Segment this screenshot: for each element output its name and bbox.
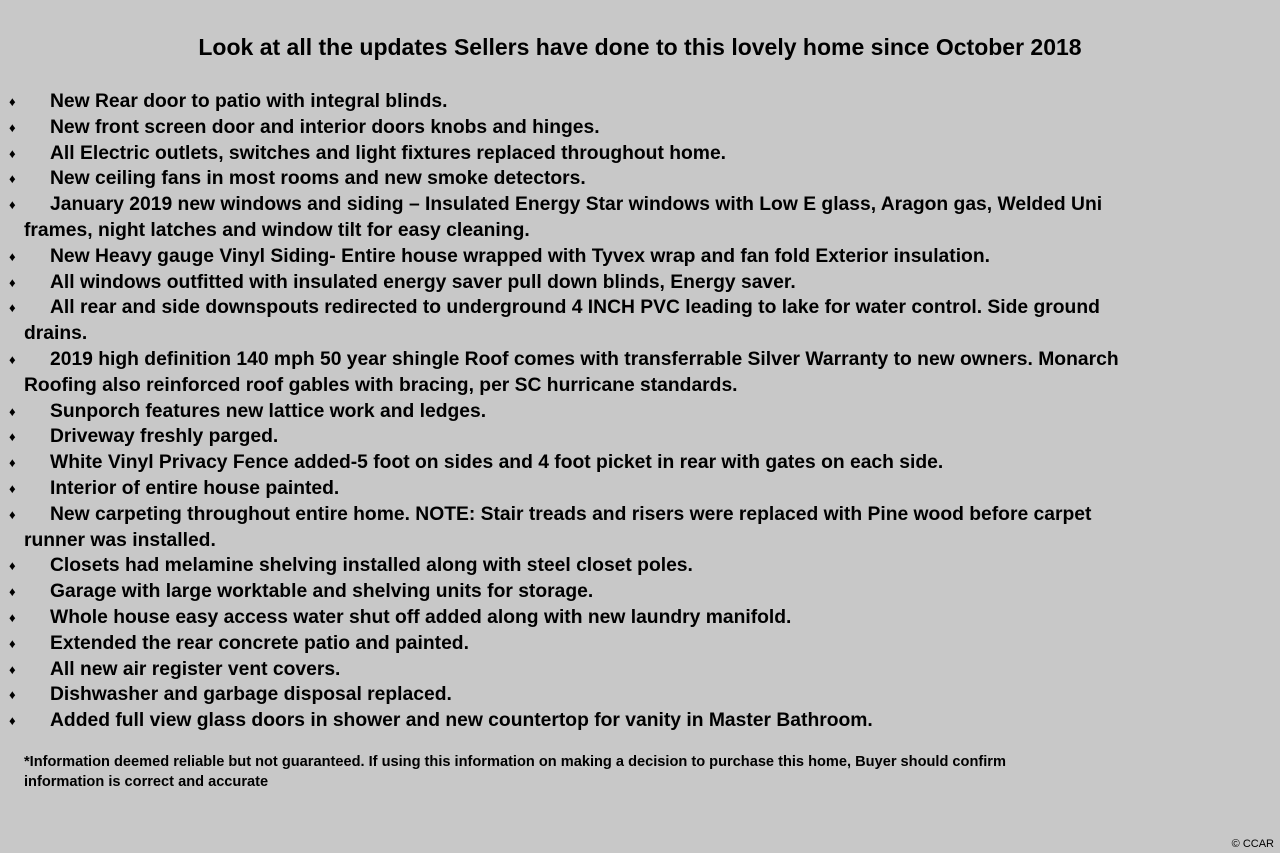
list-item-text: Driveway freshly parged. xyxy=(50,426,279,448)
list-item xyxy=(0,89,1275,115)
list-item xyxy=(0,450,1275,476)
diamond-bullet-icon: ♦ xyxy=(9,274,16,290)
list-item-text: New front screen door and interior doors knobs and hinges. xyxy=(50,116,600,138)
list-item-text: runner was installed. xyxy=(24,529,216,551)
list-item-text: All windows outfitted with insulated energy saver pull down blinds, Energy saver. xyxy=(50,271,796,293)
list-item-text: 2019 high definition 140 mph 50 year shingle Roof comes with transferrable Silver Warranty to new owners. Monarch xyxy=(50,348,1119,370)
diamond-bullet-icon: ♦ xyxy=(9,171,16,187)
list-item xyxy=(0,631,1275,657)
disclaimer-line: information is correct and accurate xyxy=(24,774,269,790)
list-item xyxy=(0,553,1275,579)
list-item xyxy=(0,682,1275,708)
diamond-bullet-icon: ♦ xyxy=(9,661,16,677)
list-item xyxy=(0,502,1275,554)
list-item-text: New ceiling fans in most rooms and new smoke detectors. xyxy=(50,168,586,190)
diamond-bullet-icon: ♦ xyxy=(9,145,16,161)
diamond-bullet-icon: ♦ xyxy=(9,609,16,625)
list-item-text: January 2019 new windows and siding – Insulated Energy Star windows with Low E glass, Aragon gas, Welded Uni xyxy=(50,194,1103,216)
diamond-bullet-icon: ♦ xyxy=(9,94,16,109)
diamond-bullet-icon: ♦ xyxy=(9,506,16,522)
list-item xyxy=(0,270,1275,296)
list-item xyxy=(0,166,1275,192)
list-item-text: All rear and side downspouts redirected to underground 4 INCH PVC leading to lake for water control. Side ground xyxy=(50,297,1100,319)
list-item xyxy=(0,115,1275,141)
list-item-text: White Vinyl Privacy Fence added-5 foot on sides and 4 foot picket in rear with gates on each side. xyxy=(50,452,944,474)
page-title: Look at all the updates Sellers have done to this lovely home since October 2018 xyxy=(198,34,1082,60)
list-item-text: Extended the rear concrete patio and painted. xyxy=(50,632,469,654)
diamond-bullet-icon: ♦ xyxy=(9,558,16,574)
diamond-bullet-icon: ♦ xyxy=(9,635,16,651)
diamond-bullet-icon: ♦ xyxy=(9,248,16,264)
diamond-bullet-icon: ♦ xyxy=(9,300,16,316)
list-item-text: drains. xyxy=(24,323,88,345)
diamond-bullet-icon: ♦ xyxy=(9,197,16,213)
list-item-text: Dishwasher and garbage disposal replaced. xyxy=(50,684,452,706)
diamond-bullet-icon: ♦ xyxy=(9,584,16,600)
list-item-text: Garage with large worktable and shelving units for storage. xyxy=(50,581,594,603)
diamond-bullet-icon: ♦ xyxy=(9,455,16,471)
list-item xyxy=(0,657,1275,683)
disclaimer xyxy=(24,752,1264,792)
list-item xyxy=(0,605,1275,631)
list-item-text: Interior of entire house painted. xyxy=(50,477,340,499)
diamond-bullet-icon: ♦ xyxy=(9,351,16,367)
list-item xyxy=(0,244,1275,270)
list-item-text: Closets had melamine shelving installed along with steel closet poles. xyxy=(50,555,693,577)
list-item xyxy=(0,399,1275,425)
copyright-notice: © CCAR xyxy=(1231,838,1274,850)
list-item xyxy=(0,295,1275,347)
disclaimer-line: *Information deemed reliable but not guaranteed. If using this information on making a decision to purchase this home, Buyer should confirm xyxy=(24,754,1006,770)
list-item xyxy=(0,192,1275,244)
list-item xyxy=(0,708,1275,734)
diamond-bullet-icon: ♦ xyxy=(9,119,16,135)
list-item xyxy=(0,347,1275,399)
list-item-text: frames, night latches and window tilt for easy cleaning. xyxy=(24,219,530,241)
list-item-text: New Rear door to patio with integral blinds. xyxy=(50,91,448,112)
list-item-text: All Electric outlets, switches and light fixtures replaced throughout home. xyxy=(50,142,727,164)
diamond-bullet-icon: ♦ xyxy=(9,480,16,496)
diamond-bullet-icon: ♦ xyxy=(9,429,16,445)
diamond-bullet-icon: ♦ xyxy=(9,687,16,703)
list-item-text: All new air register vent covers. xyxy=(50,658,341,680)
list-item xyxy=(0,476,1275,502)
list-item-text: Added full view glass doors in shower and new countertop for vanity in Master Bathroom. xyxy=(50,710,873,732)
list-item-text: New carpeting throughout entire home. NOTE: Stair treads and risers were replaced with Pine wood before carpet xyxy=(50,503,1092,525)
list-item xyxy=(0,424,1275,450)
list-item-text: New Heavy gauge Vinyl Siding- Entire house wrapped with Tyvex wrap and fan fold Exterior insulation. xyxy=(50,245,990,267)
list-item xyxy=(0,141,1275,167)
list-item xyxy=(0,579,1275,605)
diamond-bullet-icon: ♦ xyxy=(9,713,16,729)
list-item-text: Whole house easy access water shut off added along with new laundry manifold. xyxy=(50,606,792,628)
updates-list xyxy=(0,89,1275,734)
list-item-text: Sunporch features new lattice work and ledges. xyxy=(50,400,487,422)
diamond-bullet-icon: ♦ xyxy=(9,403,16,419)
list-item-text: Roofing also reinforced roof gables with bracing, per SC hurricane standards. xyxy=(24,374,738,396)
